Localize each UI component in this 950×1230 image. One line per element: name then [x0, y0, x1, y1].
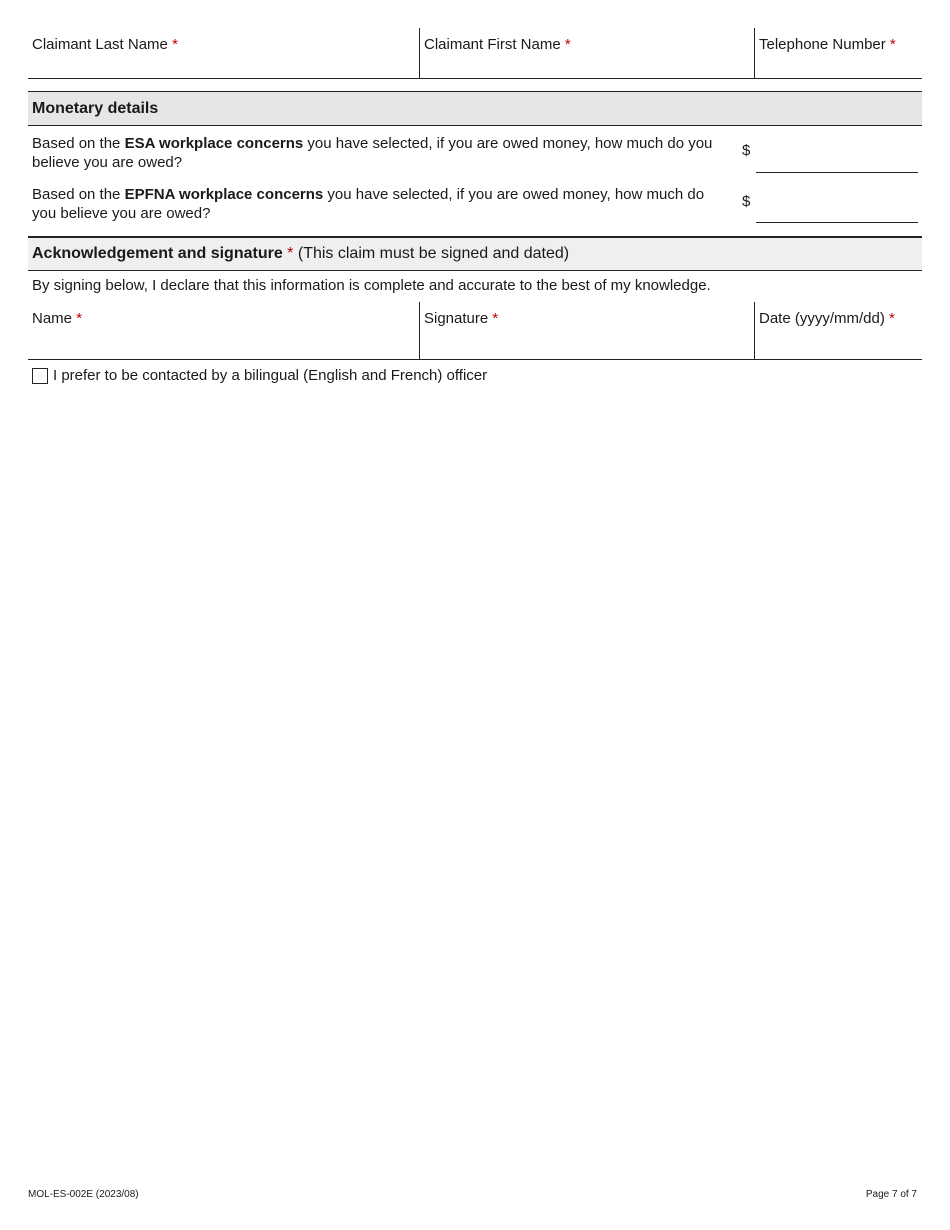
- bilingual-checkbox-label: I prefer to be contacted by a bilingual (English and French) officer: [53, 367, 488, 384]
- claimant-last-name-cell: [28, 28, 419, 78]
- monetary-details-heading: Monetary details: [28, 91, 922, 126]
- page-number: Page 7 of 7: [865, 1189, 917, 1200]
- acknowledgement-note: (This claim must be signed and dated): [297, 245, 570, 262]
- claimant-first-name-field[interactable]: [424, 54, 750, 76]
- name-label: Name *: [32, 310, 83, 327]
- telephone-cell: [754, 28, 922, 78]
- claimant-first-name-label: Claimant First Name *: [424, 36, 571, 53]
- form-code: MOL-ES-002E (2023/08): [28, 1189, 139, 1200]
- signature-cell: [419, 302, 754, 359]
- signature-row: [28, 302, 922, 360]
- epfna-owed-question: Based on the EPFNA workplace concerns you have selected, if you are owed money, how much do you believe you are owed?: [32, 186, 705, 222]
- claimant-last-name-field[interactable]: [32, 54, 415, 76]
- telephone-field[interactable]: [759, 54, 918, 76]
- name-field[interactable]: [32, 335, 415, 357]
- esa-owed-question: Based on the ESA workplace concerns you have selected, if you are owed money, how much do you believe you are owed?: [32, 135, 713, 171]
- epfna-amount-field[interactable]: [756, 193, 918, 223]
- esa-dollar-sign: $: [742, 142, 751, 159]
- epfna-dollar-sign: $: [742, 193, 751, 210]
- claimant-last-name-label: Claimant Last Name *: [32, 36, 178, 53]
- telephone-label: Telephone Number *: [759, 36, 896, 53]
- signature-field[interactable]: [424, 335, 750, 357]
- bilingual-checkbox[interactable]: [32, 368, 48, 384]
- declaration-text: By signing below, I declare that this information is complete and accurate to the best of my knowledge.: [32, 277, 711, 294]
- signature-label: Signature *: [424, 310, 499, 327]
- date-field[interactable]: [759, 335, 918, 357]
- date-label: Date (yyyy/mm/dd) *: [759, 310, 895, 327]
- claimant-row: [28, 28, 922, 79]
- acknowledgement-heading: Acknowledgement and signature * (This claim must be signed and dated): [28, 236, 922, 271]
- name-cell: [28, 302, 419, 359]
- date-cell: [754, 302, 922, 359]
- bilingual-preference: [32, 367, 487, 384]
- claimant-first-name-cell: [419, 28, 754, 78]
- esa-amount-field[interactable]: [756, 143, 918, 173]
